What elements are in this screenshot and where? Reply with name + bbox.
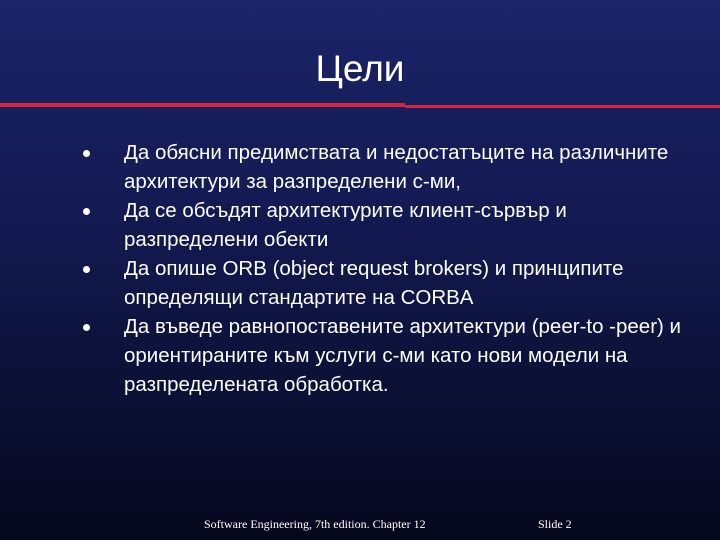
bullet-item	[0, 138, 720, 196]
bullet-dot-icon	[83, 150, 90, 157]
title-divider-left	[0, 103, 405, 107]
bullet-dot-icon	[83, 324, 90, 331]
bullet-item	[0, 312, 720, 399]
title-divider-right	[405, 105, 720, 108]
footer-slide-number: Slide 2	[538, 517, 572, 531]
bullet-item	[0, 254, 720, 312]
bullet-text: Да се обсъдят архитектурите клиент-сървър и разпределени обекти	[124, 199, 567, 251]
bullet-dot-icon	[83, 266, 90, 273]
bullet-list	[0, 138, 720, 399]
bullet-text: Да опише ORB (object request brokers) и принципите определящи стандартите на CORBA	[124, 257, 624, 309]
bullet-text: Да въведе равнопоставените архитектури (peer-to -peer) и ориентираните към услуги с-ми като нови модели на разпределената обработка.	[124, 315, 682, 396]
bullet-text: Да обясни предимствата и недостатъците на различните архитектури за разпределени с-ми,	[124, 141, 669, 193]
slide-title: Цели	[315, 48, 405, 89]
title-divider	[0, 103, 720, 107]
bullet-dot-icon	[83, 208, 90, 215]
bullet-item	[0, 196, 720, 254]
footer-course-label: Software Engineering, 7th edition. Chapter 12	[204, 517, 426, 531]
